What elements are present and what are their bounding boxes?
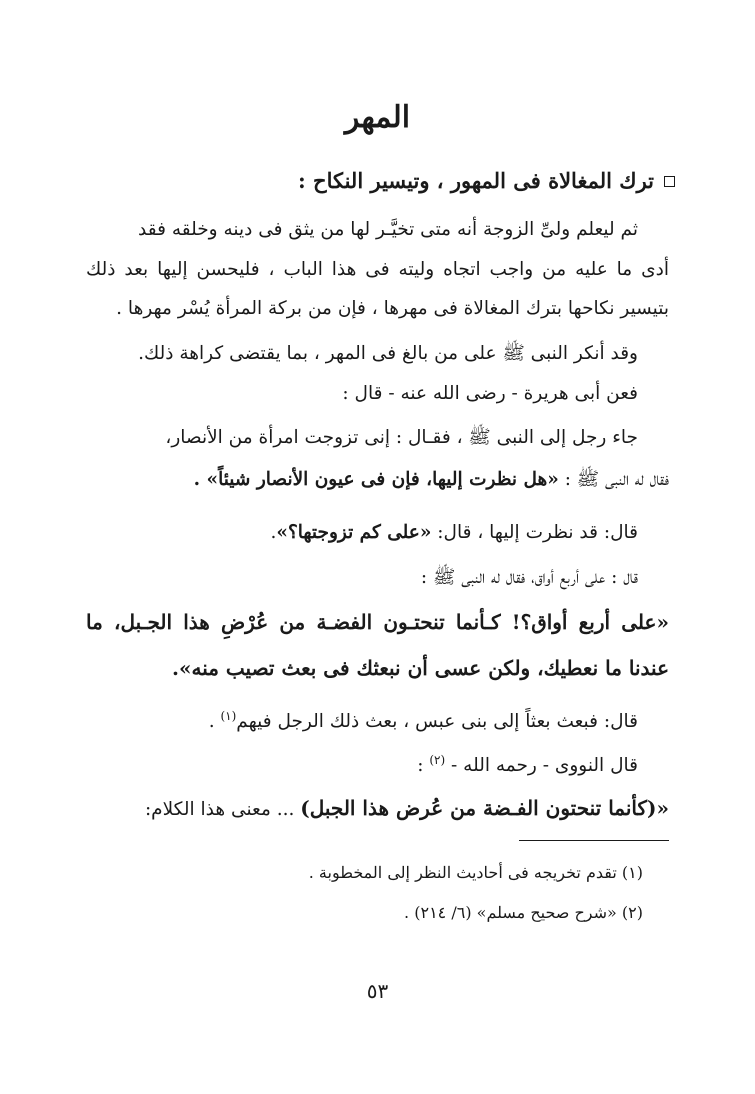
hadith-ask-prefix: فقال له النبى ﷺ : <box>564 469 669 490</box>
paragraph-line-3: بتيسير نكاحها بترك المغالاة فى مهرها ، فإن من بركة المرأة يُسْر مهرها . <box>116 298 669 319</box>
paragraph-line-6: جاء رجل إلى النبى ﷺ ، فقـال : إنى تزوجت امرأة من الأنصار، <box>165 427 638 448</box>
section-heading-text: ترك المغالاة فى المهور ، وتيسير النكاح : <box>297 168 654 193</box>
nawawi-end: : <box>417 755 430 777</box>
hadith-sent-text: قال: فبعث بعثاً إلى بنى عبس ، بعث ذلك الرجل فيهم <box>236 711 638 733</box>
nawawi-quote-rest: ... معنى هذا الكلام: <box>144 799 301 820</box>
nawawi-text: قال النووى - رحمه الله - <box>451 755 638 777</box>
hadith-sent-end: . <box>208 711 221 733</box>
hadith-four-line: قال : على أربع أواق، فقال له النبى ﷺ : <box>420 567 638 588</box>
hadith-ask-quote: «هل نظرت إليها، فإن فى عيون الأنصار شيئاً» . <box>193 469 559 490</box>
square-bullet-icon <box>664 176 675 187</box>
hadith-answer-prefix: قال: قد نظرت إليها ، قال: <box>437 522 638 543</box>
hadith-answer-end: . <box>270 522 277 543</box>
hadith-sent-line <box>86 698 638 740</box>
paragraph-line-4: وقد أنكر النبى ﷺ على من بالغ فى المهر ، بما يقتضى كراهة ذلك. <box>138 343 638 364</box>
nawawi-line <box>86 742 638 784</box>
section-heading <box>298 162 675 200</box>
hadith-answer-quote: «على كم تزوجتها؟» <box>276 522 432 543</box>
footnote-ref-1: (١) <box>220 709 237 723</box>
page-title: المهر <box>344 100 411 135</box>
footnote-2: (٢) «شرح صحيح مسلم» (٦/ ٢١٤) . <box>404 903 643 922</box>
nawawi-quote-line <box>86 790 669 828</box>
hadith-answer-line <box>86 515 638 551</box>
footnote-1: (١) تقدم تخريجه فى أحاديث النظر إلى المخطوبة . <box>308 863 643 882</box>
hadith-quote-line-1: «على أربع أواق؟! كـأنما تنحتـون الفضـة من عُرْضِ هذا الجـبل، ما <box>86 610 669 634</box>
nawawi-quote: «(كأنما تنحتون الفـضة من عُرض هذا الجبل) <box>300 796 669 820</box>
paragraph-line-5: فعن أبى هريرة - رضى الله عنه - قال : <box>342 383 638 404</box>
hadith-quote-line-2: عندنا ما نعطيك، ولكن عسى أن نبعثك فى بعث تصيب منه». <box>172 656 669 680</box>
footnote-ref-2: (٢) <box>429 753 446 767</box>
hadith-ask-line <box>86 462 669 498</box>
footnote-separator <box>519 840 669 841</box>
paragraph-line-2: أدى ما عليه من واجب اتجاه وليته فى هذا الباب ، فليحسن إليها بعد ذلك <box>86 259 669 280</box>
paragraph-line-1: ثم ليعلم ولىِّ الزوجة أنه متى تخيَّـر لها من يثق فى دينه وخلقه فقد <box>138 219 638 240</box>
page-number: ٥٣ <box>366 979 389 1003</box>
